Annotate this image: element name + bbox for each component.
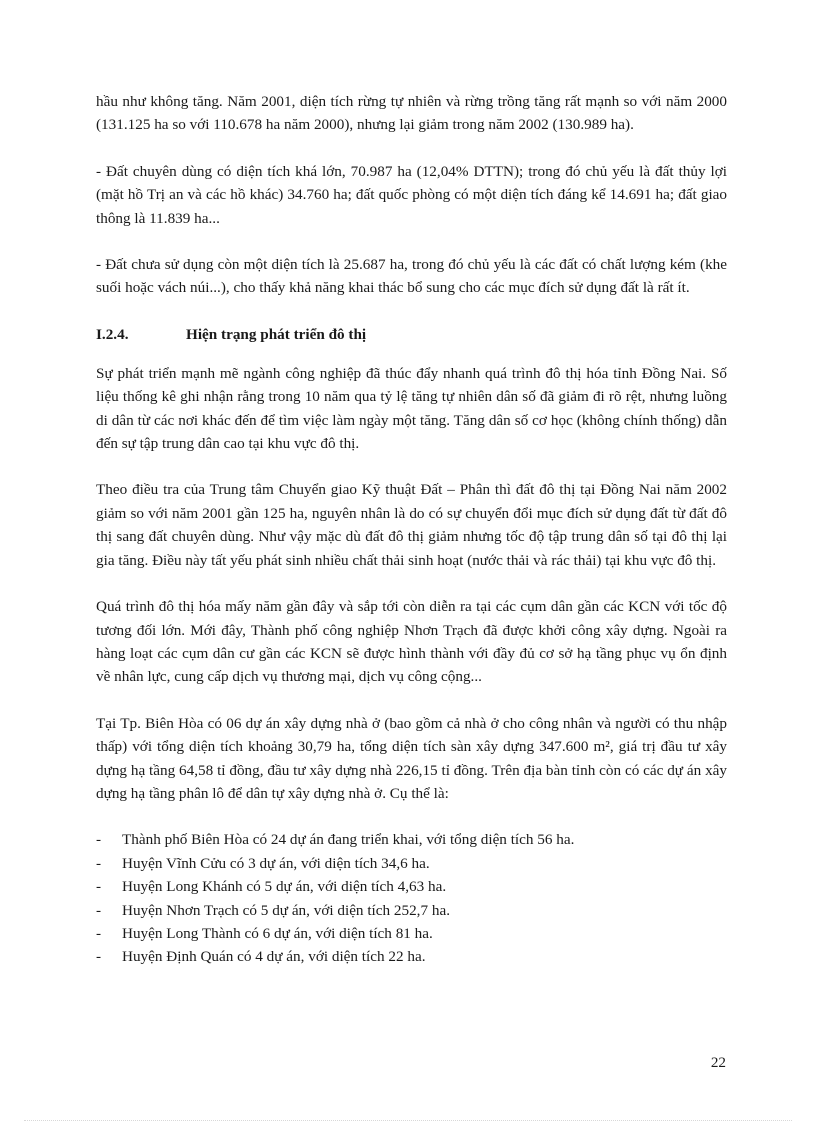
- paragraph-industrial-development: Sự phát triển mạnh mẽ ngành công nghiệp đã thúc đẩy nhanh quá trình đô thị hóa tỉnh Đồng Nai. Số liệu thống kê ghi nhận rằng trong 10 năm qua tỷ lệ tăng tự nhiên dân số đã giảm đi rõ rệt, nhưng luồng di dân từ các nơi khác đến để tìm việc làm ngày một tăng. Tăng dân số cơ học (không chính thống) dẫn đến sự tập trung dân cao tại khu vực đô thị.: [96, 364, 727, 453]
- list-item-text: Huyện Định Quán có 4 dự án, với diện tích 22 ha.: [122, 948, 426, 966]
- project-list: [96, 828, 727, 968]
- list-item: [96, 828, 727, 851]
- list-dash: -: [96, 901, 102, 919]
- paragraph-special-use-land: - Đất chuyên dùng có diện tích khá lớn, 70.987 ha (12,04% DTTN); trong đó chủ yếu là đất thủy lợi (mặt hồ Trị an và các hồ khác) 34.760 ha; đất quốc phòng có một diện tích đáng kể 14.691 ha; đất giao thông là 11.839 ha...: [96, 162, 727, 227]
- paragraph-forest-land: hầu như không tăng. Năm 2001, diện tích rừng tự nhiên và rừng trồng tăng rất mạnh so với năm 2000 (131.125 ha so với 110.678 ha năm 2000), nhưng lại giảm trong năm 2002 (130.989 ha).: [96, 93, 727, 134]
- list-dash: -: [96, 948, 102, 966]
- list-item: [96, 875, 727, 898]
- paragraph-survey: Theo điều tra của Trung tâm Chuyển giao Kỹ thuật Đất – Phân thì đất đô thị tại Đồng Nai năm 2002 giảm so với năm 2001 gần 125 ha, nguyên nhân là do có sự chuyển đổi mục đích sử dụng đất từ đất đô thị sang đất chuyên dùng. Như vậy mặc dù đất đô thị giảm nhưng tốc độ tập trung dân số tại đô thị lại gia tăng. Điều này tất yếu phát sinh nhiều chất thải sinh hoạt (nước thải và rác thải) tại khu vực đô thị.: [96, 481, 727, 569]
- section-number: I.2.4.: [96, 325, 129, 343]
- list-dash: -: [96, 924, 102, 942]
- list-item-text: Huyện Long Khánh có 5 dự án, với diện tích 4,63 ha.: [122, 878, 447, 896]
- page-bottom-divider: [24, 1120, 792, 1121]
- page-number: 22: [710, 1054, 726, 1071]
- list-item-text: Thành phố Biên Hòa có 24 dự án đang triển khai, với tổng diện tích 56 ha.: [122, 831, 575, 849]
- section-heading: [96, 323, 727, 346]
- list-dash: -: [96, 878, 102, 896]
- list-dash: -: [96, 831, 102, 849]
- document-page: [96, 90, 727, 969]
- list-item-text: Huyện Vĩnh Cửu có 3 dự án, với diện tích 34,6 ha.: [122, 854, 430, 872]
- paragraph-unused-land: - Đất chưa sử dụng còn một diện tích là 25.687 ha, trong đó chủ yếu là các đất có chất lượng kém (khe suối hoặc vách núi...), cho thấy khả năng khai thác bổ sung cho các mục đích sử dụng đất là rất ít.: [96, 256, 727, 297]
- list-item: [96, 945, 727, 968]
- list-dash: -: [96, 854, 102, 872]
- list-item-text: Huyện Nhơn Trạch có 5 dự án, với diện tích 252,7 ha.: [122, 901, 450, 919]
- list-item-text: Huyện Long Thành có 6 dự án, với diện tích 81 ha.: [122, 924, 433, 942]
- paragraph-urbanization: Quá trình đô thị hóa mấy năm gần đây và sắp tới còn diễn ra tại các cụm dân gần các KCN với tốc độ tương đối lớn. Mới đây, Thành phố công nghiệp Nhơn Trạch đã được khởi công xây dựng. Ngoài ra hàng loạt các cụm dân cư gần các KCN sẽ được hình thành với đầy đủ cơ sở hạ tầng phục vụ ổn định về nhân lực, cung cấp dịch vụ thương mại, dịch vụ công cộng...: [96, 598, 727, 686]
- section-title: Hiện trạng phát triển đô thị: [186, 325, 367, 343]
- list-item: [96, 922, 727, 945]
- list-item: [96, 852, 727, 875]
- paragraph-bien-hoa-projects: Tại Tp. Biên Hòa có 06 dự án xây dựng nhà ở (bao gồm cả nhà ở cho công nhân và người có thu nhập thấp) với tổng diện tích khoảng 30,79 ha, tổng diện tích sàn xây dựng 347.600 m², giá trị đầu tư xây dựng hạ tầng 64,58 tỉ đồng, đầu tư xây dựng nhà 226,15 tỉ đồng. Trên địa bàn tỉnh còn có các dự án xây dựng hạ tầng phân lô để dân tự xây dựng nhà ở. Cụ thể là:: [96, 714, 727, 802]
- list-item: [96, 899, 727, 922]
